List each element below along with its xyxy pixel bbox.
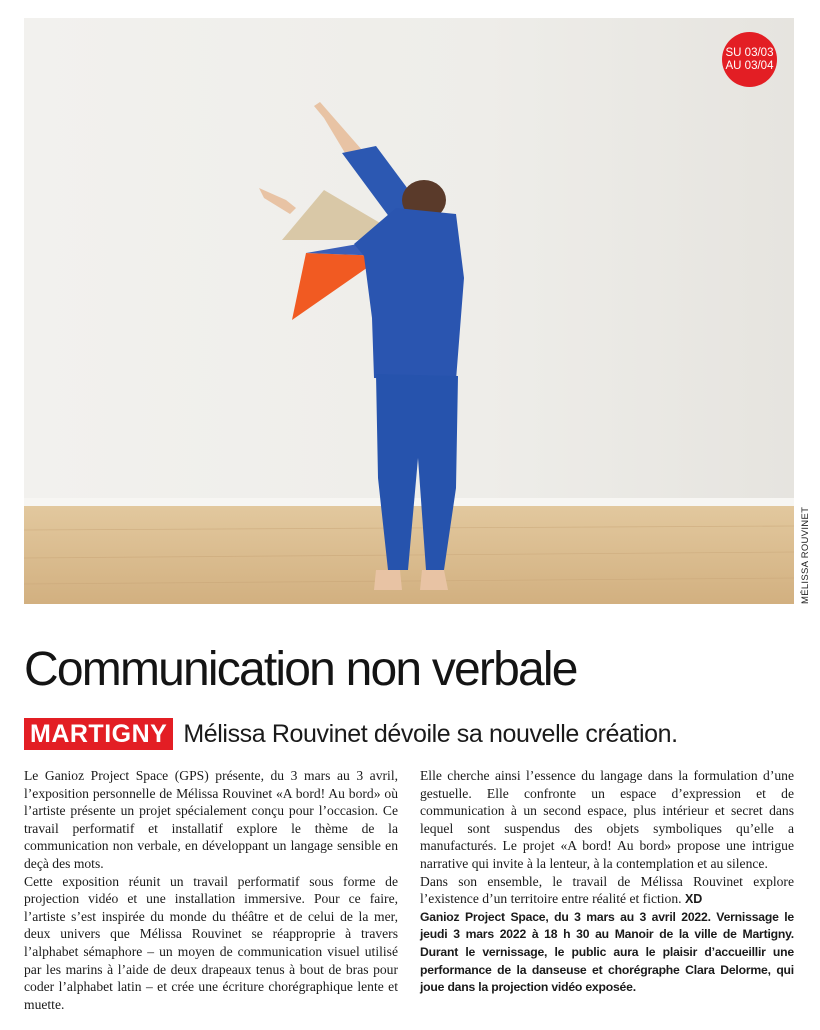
right-column: [420, 767, 794, 997]
article-photo: [24, 18, 794, 604]
date-to: AU 03/04: [725, 59, 774, 72]
article-subtitle: Mélissa Rouvinet dévoile sa nouvelle création.: [183, 719, 678, 748]
date-badge: [722, 32, 777, 87]
left-column: [24, 767, 398, 1013]
location-tag: MARTIGNY: [24, 718, 173, 750]
paragraph-text: Dans son ensemble, le travail de Mélissa Rouvinet explore l’existence d’un territoire entre réalité et fiction.: [420, 873, 794, 907]
author-signature: XD: [684, 892, 703, 907]
article-title: Communication non verbale: [24, 643, 577, 696]
paragraph: Elle cherche ainsi l’essence du langage dans la formulation d’une gestuelle. Elle confronte un espace d’expression et de communication à un second espace, plus intérieur et secret dans lequel sont suspendus des objets symboliques qu’elle a manufacturés. Le projet «A bord! Au bord» propose une intrigue narrative qui invite à la lenteur, à la contemplation et au silence.: [420, 768, 794, 871]
paragraph: Le Ganioz Project Space (GPS) présente, du 3 mars au 3 avril, l’exposition personnelle de Mélissa Rouvinet «A bord! Au bord» où l’artiste présente un projet spécialement conçu pour l’occasion. Ce travail performatif et installatif explore le thème de la communication non verbale, en développant un langage sensible en deçà des mots.: [24, 768, 398, 871]
date-from: SU 03/03: [725, 46, 774, 59]
photo-credit: MÉLISSA ROUVINET: [800, 506, 811, 604]
practical-info: Ganioz Project Space, du 3 mars au 3 avril 2022. Vernissage le jeudi 3 mars 2022 à 18 h 30 au Manoir de la ville de Martigny. Durant le vernissage, le public aura le plaisir d’accueillir une performance de la danseuse et chorégraphe Clara Delorme, qui joue dans la projection vidéo exposée.: [420, 909, 794, 995]
dancer-illustration: [24, 18, 794, 604]
paragraph-with-signature: [420, 873, 794, 909]
kicker-row: [24, 716, 678, 752]
paragraph: Cette exposition réunit un travail performatif sous forme de projection vidéo et une installation immersive. Pour ce faire, l’artiste s’est inspirée du monde du théâtre et de celui de la mer, deux univers que Mélissa Rouvinet se réapproprie à travers l’alphabet sémaphore – un moyen de communication visuel utilisé par les marins à l’aide de deux drapeaux tenus à bout de bras pour coder l’alphabet latin – et crée une écriture chorégraphique lente et muette.: [24, 873, 398, 1012]
